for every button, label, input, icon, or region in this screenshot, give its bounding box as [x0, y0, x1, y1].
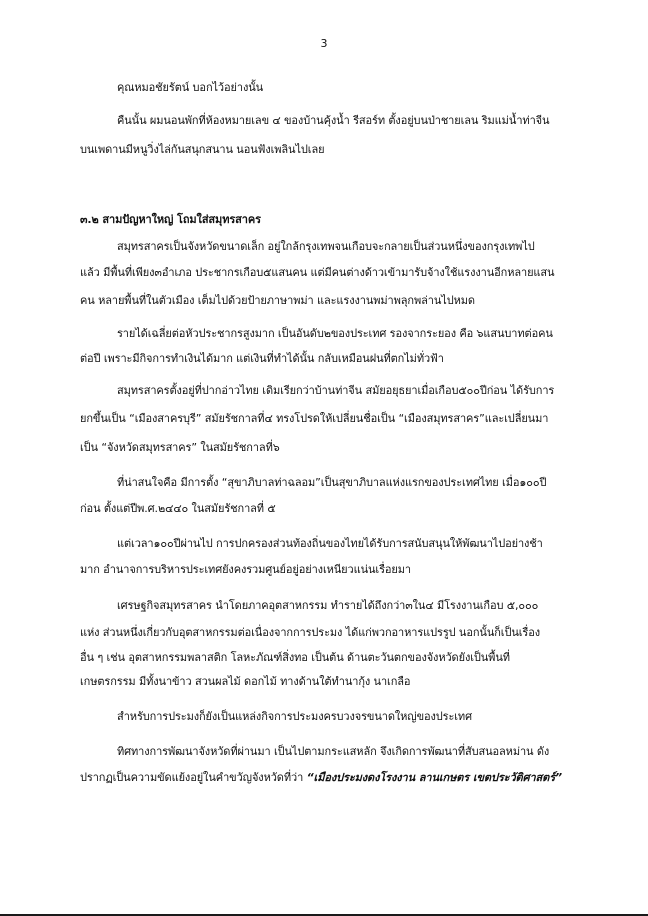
paragraph-line: รายได้เฉลี่ยต่อหัวประชากรสูงมาก เป็นอันดับ๒ของประเทศ รองจากระยอง คือ ๖แสนบาทต่อคน: [117, 327, 553, 340]
paragraph-text: ปรากฏเป็นความขัดแย้งอยู่ในคำขวัญจังหวัดที่ว่า: [80, 771, 304, 784]
paragraph-line: [80, 771, 562, 785]
paragraph-line: คุณหมอชัยรัตน์ บอกไว้อย่างนั้น: [117, 81, 264, 94]
section-heading: ๓.๒ สามปัญหาใหญ่ โถมใส่สมุทรสาคร: [80, 213, 261, 226]
paragraph-line: สมุทรสาครเป็นจังหวัดขนาดเล็ก อยู่ใกล้กรุงเทพจนเกือบจะกลายเป็นส่วนหนึ่งของกรุงเทพไป: [117, 240, 535, 253]
page-number: 3: [320, 37, 328, 50]
paragraph-line: เกษตรกรรม มีทั้งนาข้าว สวนผลไม้ ดอกไม้ ทางด้านใต้ทำนากุ้ง นาเกลือ: [80, 675, 411, 688]
paragraph-line: แล้ว มีพื้นที่เพียง๓อำเภอ ประชากรเกือบ๕แสนคน แต่มีคนต่างด้าวเข้ามารับจ้างใช้แรงงานอีกหลายแสน: [80, 266, 555, 279]
paragraph-line: ทิศทางการพัฒนาจังหวัดที่ผ่านมา เป็นไปตามกระแสหลัก จึงเกิดการพัฒนาที่สับสนอลหม่าน ดัง: [117, 745, 550, 758]
paragraph-line: เศรษฐกิจสมุทรสาคร นำโดยภาคอุตสาหกรรม ทำรายได้ถึงกว่า๓ใน๔ มีโรงงานเกือบ ๕,๐๐๐: [117, 599, 539, 612]
paragraph-line: ที่น่าสนใจคือ มีการตั้ง “สุขาภิบาลท่าฉลอม”เป็นสุขาภิบาลแห่งแรกของประเทศไทย เมื่อ๑๐๐ปี: [117, 476, 547, 489]
paragraph-line: ยกขึ้นเป็น “เมืองสาครบุรี” สมัยรัชกาลที่๔ ทรงโปรดให้เปลี่ยนชื่อเป็น “เมืองสมุทรสาคร”และเปลี่ยนมา: [80, 412, 549, 425]
paragraph-line: มาก อำนาจการบริหารประเทศยังคงรวมศูนย์อยู่อย่างเหนียวแน่นเรื่อยมา: [80, 563, 411, 576]
paragraph-line: คืนนั้น ผมนอนพักที่ห้องหมายเลข ๔ ของบ้านคุ้งน้ำ รีสอร์ท ตั้งอยู่บนป่าชายเลน ริมแม่น้ำท่าจีน: [117, 114, 550, 127]
provincial-motto: “เมืองประมงดงโรงงาน ลานเกษตร เขตประวัติศาสตร์”: [306, 771, 562, 784]
paragraph-line: บนเพดานมีหนูวิ่งไล่กันสนุกสนาน นอนฟังเพลินไปเลย: [80, 143, 325, 156]
paragraph-line: แต่เวลา๑๐๐ปีผ่านไป การปกครองส่วนท้องถิ่นของไทยได้รับการสนับสนุนให้พัฒนาไปอย่างช้า: [117, 537, 543, 550]
paragraph-line: แห่ง ส่วนหนึ่งเกี่ยวกับอุตสาหกรรมต่อเนื่องจากการประมง ได้แก่พวกอาหารแปรรูป นอกนั้นก็เป็นเรื่อง: [80, 626, 541, 639]
paragraph-line: เป็น “จังหวัดสมุทรสาคร” ในสมัยรัชกาลที่๖: [80, 441, 280, 454]
paragraph-line: ก่อน ตั้งแต่ปีพ.ศ.๒๔๔๐ ในสมัยรัชกาลที่ ๕: [80, 502, 276, 515]
paragraph-line: สำหรับการประมงก็ยังเป็นแหล่งกิจการประมงครบวงจรขนาดใหญ่ของประเทศ: [117, 710, 472, 723]
paragraph-line: ต่อปี เพราะมีกิจการทำเงินได้มาก แต่เงินที่ทำได้นั้น กลับเหมือนฝนที่ตกไม่ทั่วฟ้า: [80, 352, 444, 365]
paragraph-line: อื่น ๆ เช่น อุตสาหกรรมพลาสติก โลหะภัณฑ์สิ่งทอ เป็นต้น ด้านตะวันตกของจังหวัดยังเป็นพื้นที่: [80, 651, 510, 664]
paragraph-line: สมุทรสาครตั้งอยู่ที่ปากอ่าวไทย เดิมเรียกว่าบ้านท่าจีน สมัยอยุธยาเมื่อเกือบ๕๐๐ปีก่อน ได้รับการ: [117, 384, 555, 397]
paragraph-line: คน หลายพื้นที่ในตัวเมือง เต็มไปด้วยป้ายภาษาพม่า และแรงงานพม่าพลุกพล่านไปหมด: [80, 294, 475, 307]
